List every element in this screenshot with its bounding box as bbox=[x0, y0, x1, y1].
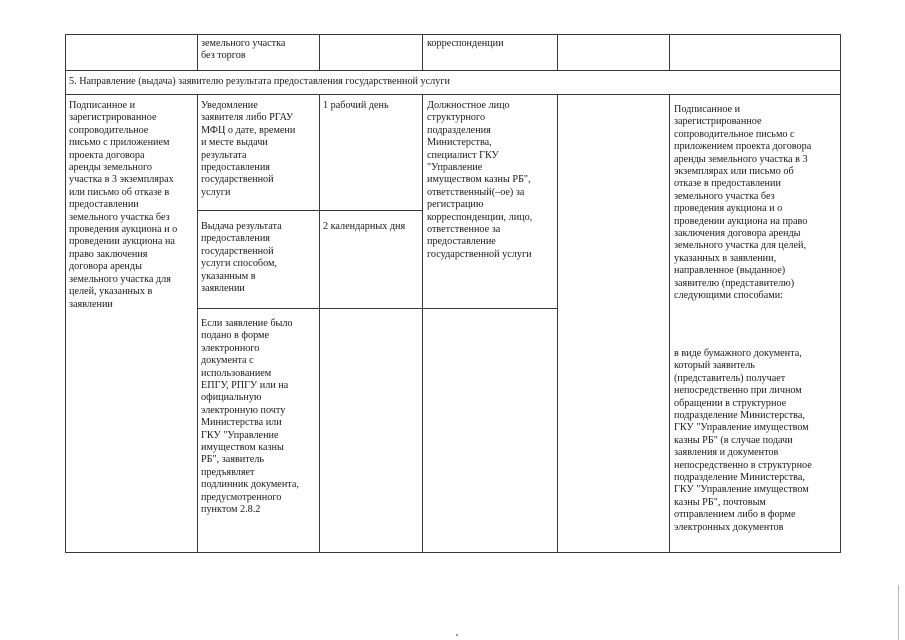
row-divider-action-1 bbox=[197, 210, 422, 211]
row-divider-action-2 bbox=[197, 308, 557, 309]
action-electronic-text: Если заявление было подано в форме электронного документа с использованием ЕПГУ, РПГУ или на официальную электронную почту Министерства или ГКУ "Управление имуществом казны РБ", заявитель предъявляет подлинник документа, предусмотренного пунктом 2.8.2 bbox=[201, 318, 299, 516]
col-border-6 bbox=[669, 34, 670, 71]
section-heading: 5. Направление (выдача) заявителю результата предоставления государственной услуги bbox=[69, 76, 450, 87]
heading-border-left bbox=[65, 70, 66, 95]
col-border-3 bbox=[319, 34, 320, 71]
col-border-5 bbox=[557, 34, 558, 71]
top-row-col2-text: земельного участка без торгов bbox=[201, 38, 286, 62]
body-border-4 bbox=[422, 94, 423, 553]
body-border-left bbox=[65, 94, 66, 553]
row-divider-heading-top bbox=[65, 70, 840, 71]
result-text-part2: в виде бумажного документа, который заявитель (представитель) получает непосредственно при личном обращении в структурное подразделение Министерства, ГКУ "Управление имуществом казны РБ" (в случае подачи заявления и документов непосредственно в структурное подразделение Министерства, ГКУ "Управление имуществом казны РБ", почтовым отправлением либо в форме электронных документов bbox=[674, 348, 812, 533]
responsible-text: Должностное лицо структурного подразделения Министерства, специалист ГКУ "Управление имуществом казны РБ", ответственный(–ое) за регистрацию корреспонденции, лицо, ответственное за предоставление государственной услуги bbox=[427, 100, 533, 260]
heading-border-right bbox=[840, 70, 841, 95]
result-text-part1: Подписанное и зарегистрированное сопроводительное письмо с приложением проекта договора аренды земельного участка в 3 экземплярах или письмо об отказе в предоставлении земельного участка без проведения аукциона и о проведении аукциона на право заключения договора аренды земельного участка для целей, указанных в заявлении, направленное (выданное) заявителю (представителю) следующими способами: bbox=[674, 104, 812, 302]
table-border-top bbox=[65, 34, 840, 35]
scan-edge-mark bbox=[898, 585, 899, 640]
action-issue-term: 2 календарных дня bbox=[323, 221, 406, 232]
row-divider-heading-bottom bbox=[65, 94, 840, 95]
action-notification-text: Уведомление заявителя либо РГАУ МФЦ о дате, времени и месте выдачи результата предоставления государственной услуги bbox=[201, 100, 296, 198]
body-border-5 bbox=[557, 94, 558, 553]
col-border-right bbox=[840, 34, 841, 71]
table-border-bottom bbox=[65, 552, 840, 553]
action-issue-text: Выдача результата предоставления государственной услуги способом, указанным в заявлении bbox=[201, 221, 282, 295]
col-border-2 bbox=[197, 34, 198, 71]
body-border-2 bbox=[197, 94, 198, 553]
col-border-4 bbox=[422, 34, 423, 71]
scan-speck bbox=[456, 634, 458, 636]
col-border-left bbox=[65, 34, 66, 71]
body-border-6 bbox=[669, 94, 670, 553]
result-document-text: Подписанное и зарегистрированное сопроводительное письмо с приложением проекта договора аренды земельного участка в 3 экземплярах или письмо об отказе в предоставлении земельного участка без проведения аукциона и о проведении аукциона на право заключения договора аренды земельного участка для целей, указанных в заявлении bbox=[69, 100, 178, 310]
body-border-3 bbox=[319, 94, 320, 553]
body-border-right bbox=[840, 94, 841, 553]
action-notification-term: 1 рабочий день bbox=[323, 100, 389, 111]
top-row-col4-text: корреспонденции bbox=[427, 38, 504, 49]
